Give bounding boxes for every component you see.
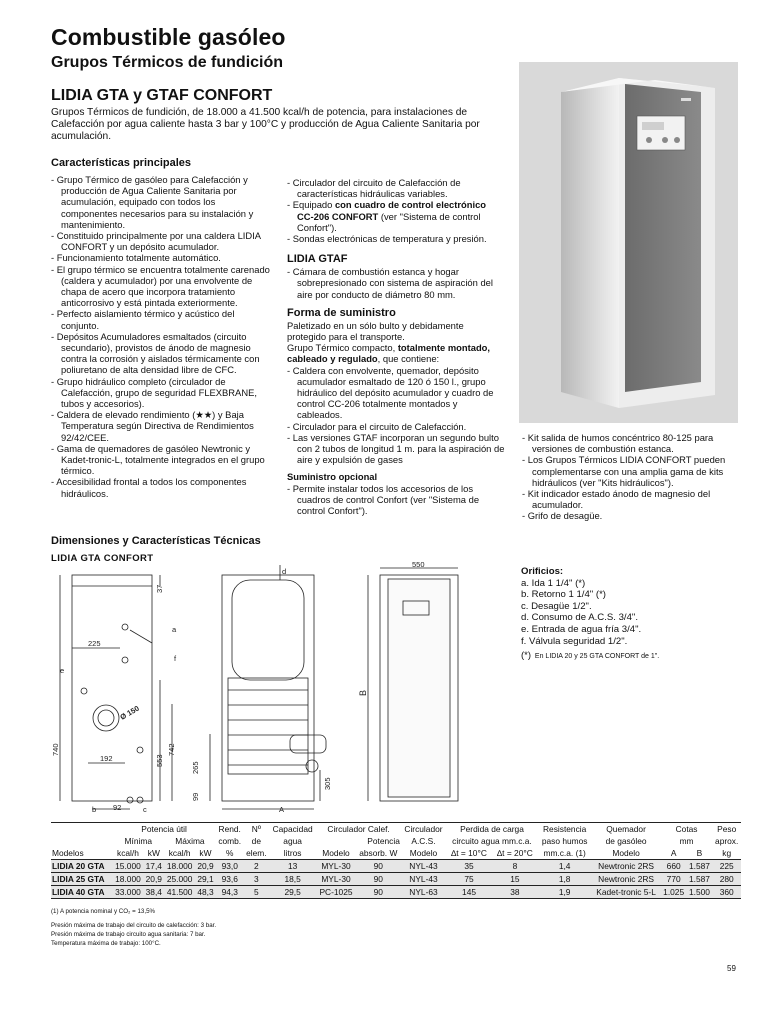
list-item: - Kit salida de humos concéntrico 80-125 para versiones de combustión estanca. [522, 432, 742, 454]
table-cell: 1,8 [558, 874, 571, 884]
page-number: 59 [727, 964, 736, 973]
table-header: kW [199, 848, 212, 858]
features-column-2 [287, 177, 505, 516]
table-cell: 93,6 [221, 874, 238, 884]
accessories-list [522, 432, 742, 522]
list-item: - El grupo térmico se encuentra totalmente carenado (caldera y acumulador) por una envolvente de chapa de acero que incorpora tratamiento anticorrosivo y está pintada exteriormente. [51, 264, 271, 309]
dim-label: 742 [167, 743, 176, 756]
dim-label: 265 [191, 761, 200, 774]
table-header: Capacidad [272, 824, 313, 834]
table-cell: 225 [719, 861, 734, 871]
features-heading: Características principales [51, 157, 192, 169]
table-row [51, 886, 741, 899]
table-cell: 38 [510, 887, 520, 897]
table-row [51, 873, 741, 886]
optional-heading: Suministro opcional [287, 471, 378, 483]
orificio-item: e. Entrada de agua fría 3/4". [521, 623, 642, 635]
list-item: - Kit indicador estado ánodo de magnesio del acumulador. [522, 488, 742, 510]
page-subtitle: Grupos Térmicos de fundición [51, 54, 284, 71]
table-cell: 2 [253, 861, 259, 871]
table-header: Perdida de carga [460, 824, 524, 834]
table-cell: 15.000 [115, 861, 141, 871]
para-text: , que contiene: [377, 353, 440, 365]
list-item: - Grupo hidráulico completo (circulador de Calefacción, grupo de seguridad FLEXBRANE, tubos y accesorios). [51, 376, 271, 410]
list-item: - Funcionamiento totalmente automático. [51, 252, 271, 263]
table-header: Modelo [322, 848, 350, 858]
table-header: Máxima [175, 836, 205, 846]
accessories-column [522, 432, 742, 522]
table-header: agua [283, 836, 302, 846]
orificios-note [521, 650, 741, 663]
table-cell: MYL-30 [321, 874, 351, 884]
gtaf-heading: LIDIA GTAF [287, 253, 348, 266]
table-header: Quemador [606, 824, 646, 834]
list-item: - Perfecto aislamiento térmico y acústico del conjunto. [51, 308, 271, 330]
note-mark: (*) [521, 650, 532, 662]
table-cell: LIDIA 20 GTA [52, 861, 105, 871]
table-header: kcal/h [117, 848, 139, 858]
table-cell: 17,4 [145, 861, 162, 871]
orificio-item: f. Válvula seguridad 1/2". [521, 635, 628, 647]
table-cell: 145 [462, 887, 477, 897]
table-header: mm.c.a. (1) [543, 848, 586, 858]
table-header-row [51, 835, 741, 847]
item-text-bold: con cuadro de control electrónico CC-206 CONFORT [297, 199, 487, 222]
table-cell: 38,4 [145, 887, 162, 897]
dim-label: B [358, 689, 368, 696]
table-header: aprox. [715, 836, 739, 846]
list-item: - Circulador del circuito de Calefacción de características hidráulicas variables. [287, 177, 505, 199]
footnote: (1) A potencia nominal y CO₂ = 13,5% [51, 908, 156, 915]
table-cell: 20,9 [145, 874, 162, 884]
table-cell: 25.000 [166, 874, 193, 884]
dim-label: f [174, 654, 177, 663]
table-header: mm [679, 836, 694, 846]
table-header: Peso [717, 824, 737, 834]
dim-label: 305 [323, 777, 332, 790]
dim-label: e [60, 666, 65, 675]
list-item: - Grupo Térmico de gasóleo para Calefacción y producción de Agua Caliente Sanitaria por acumulación, equipado con todos los componentes necesarios para su instalación y mantenimiento. [51, 174, 271, 230]
table-cell: Kadet-tronic 5-L [596, 887, 656, 897]
table-cell: 29,5 [284, 887, 301, 897]
table-header: paso humos [541, 836, 588, 846]
list-item: - Gama de quemadores de gasóleo Newtronic y Kadet-tronic-L, totalmente integrados en el grupo térmico. [51, 443, 271, 477]
table-cell: 8 [512, 861, 518, 871]
dim-label: 99 [191, 792, 200, 801]
table-cell: 90 [373, 887, 383, 897]
table-cell: 90 [373, 861, 383, 871]
list-item: - Depósitos Acumuladores esmaltados (circuito secundario), provistos de ánodo de magnesio contra la corrosión y aislados térmicamente con poliuretano de alta densidad libre de CFC. [51, 331, 271, 376]
supply-paragraph: Paletizado en un sólo bulto y debidamente protegido para el transporte. [287, 319, 464, 343]
table-cell: 35 [464, 861, 474, 871]
orificio-item: d. Consumo de A.C.S. 3/4". [521, 612, 638, 624]
page-title: Combustible gasóleo [51, 24, 286, 50]
dim-label: Ø 150 [118, 703, 141, 722]
table-cell: NYL-63 [409, 887, 438, 897]
table-cell: Newtronic 2RS [598, 874, 655, 884]
table-header: % [225, 848, 234, 858]
table-header: litros [283, 848, 302, 858]
table-header: Potencia [367, 836, 400, 846]
product-photo [519, 62, 738, 423]
table-cell: LIDIA 40 GTA [52, 887, 105, 897]
table-cell: 90 [373, 874, 383, 884]
table-header: Modelos [52, 848, 84, 858]
table-cell: Newtronic 2RS [598, 861, 655, 871]
table-header: ∆t = 10°C [451, 848, 487, 858]
footnote: Presión máxima de trabajo del circuito de calefacción: 3 bar. [51, 922, 217, 929]
orificio-item: b. Retorno 1 1/4" (*) [521, 589, 606, 601]
table-header: Modelo [612, 848, 640, 858]
para-text-bold: totalmente montado, cableado y regulado [287, 342, 491, 365]
boiler-image [519, 62, 738, 423]
dim-label: a [172, 625, 177, 634]
table-cell: 1.587 [688, 861, 710, 871]
table-cell: NYL-43 [409, 861, 438, 871]
table-header: kcal/h [168, 848, 191, 858]
table-header: Cotas [675, 824, 698, 834]
table-cell: 29,1 [197, 874, 214, 884]
table-cell: 13 [287, 861, 298, 871]
table-header: A [670, 848, 677, 858]
list-item: - Sondas electrónicas de temperatura y presión. [287, 233, 505, 244]
table-header: absorb. W [359, 848, 398, 858]
list-item: - Caldera con envolvente, quemador, depósito acumulador esmaltado de 120 ó 150 l., grupo hidráulico del depósito acumulador y cuadro de control CC-206 totalmente montados y cableados. [287, 365, 505, 421]
table-header: Rend. [218, 824, 241, 834]
table-cell: 360 [719, 887, 734, 897]
dimensions-heading: Dimensiones y Características Técnicas [51, 535, 261, 547]
section-view-outline [222, 575, 314, 801]
orificio-item: c. Desagüe 1/2". [521, 600, 592, 612]
list-item: - Cámara de combustión estanca y hogar sobrepresionado con sistema de aspiración del aire por conducto de diámetro 80 mm. [287, 266, 505, 300]
dim-label: 553 [155, 754, 164, 767]
list-item: - Accesibilidad frontal a todos los componentes hidráulicos. [51, 476, 271, 498]
product-title: LIDIA GTA y GTAF CONFORT [51, 87, 273, 104]
table-header: Mínima [124, 836, 152, 846]
dim-label: b [92, 805, 97, 814]
item-text: Equipado [292, 199, 335, 211]
table-header: Circulador Calef. [327, 824, 390, 834]
table-header: de [251, 836, 261, 846]
table-header: de gasóleo [605, 836, 647, 846]
dimensions-model-label: LIDIA GTA CONFORT [51, 553, 154, 564]
optional-list [287, 483, 505, 517]
table-cell: 1.500 [688, 887, 710, 897]
dim-label: d [282, 567, 287, 576]
list-item: - Caldera de elevado rendimiento (★★) y Baja Temperatura según Directiva de Rendimientos 92/42/CEE. [51, 409, 271, 443]
table-cell: 3 [253, 874, 259, 884]
gtaf-list [287, 266, 505, 300]
table-cell: 15 [510, 874, 520, 884]
orificios-heading: Orificios: [521, 566, 564, 577]
table-cell: PC-1025 [319, 887, 353, 897]
list-item [287, 199, 505, 233]
table-cell: 93,0 [221, 861, 238, 871]
table-cell: 18.000 [115, 874, 141, 884]
table-cell: 770 [666, 874, 681, 884]
table-row [51, 860, 741, 873]
table-cell: 94,3 [221, 887, 238, 897]
table-cell: 18,5 [284, 874, 301, 884]
table-header: elem. [246, 848, 267, 858]
dim-label: 550 [412, 560, 425, 569]
dim-label: 225 [88, 639, 101, 648]
dim-label: 740 [51, 743, 60, 756]
table-cell: 1,9 [558, 887, 571, 897]
list-item: - Los Grupos Térmicos LIDIA CONFORT pueden complementarse con una amplia gama de kits hidráulicos (ver "Kits hidráulicos"). [522, 454, 742, 488]
table-header: circuito agua mm.c.a. [452, 836, 532, 846]
table-cell: 5 [253, 887, 259, 897]
table-cell: 660 [666, 861, 681, 871]
table-header: Potencia útil [141, 824, 187, 834]
dim-label: c [143, 805, 147, 814]
dim-label: 92 [113, 803, 122, 812]
footnote: Temperatura máxima de trabajo: 100°C. [51, 940, 161, 947]
features-column-1 [51, 157, 271, 499]
table-header [51, 835, 112, 847]
features-list-2 [287, 177, 505, 244]
table-cell: 18.000 [166, 861, 193, 871]
table-cell: 33.000 [115, 887, 141, 897]
technical-drawing [50, 560, 520, 822]
specs-table [51, 822, 741, 899]
dim-label: A [279, 805, 285, 814]
table-header-row [51, 823, 741, 836]
table-cell: 75 [464, 874, 474, 884]
table-header [51, 823, 112, 836]
table-cell: 1,4 [558, 861, 571, 871]
supply-paragraph-2 [287, 342, 505, 364]
table-header: Circulador [404, 824, 443, 834]
footnote: Presión máxima de trabajo circuito agua sanitaria: 7 bar. [51, 931, 206, 938]
table-header: kg [722, 848, 732, 858]
table-cell: 1.587 [688, 874, 710, 884]
note-text: En LIDIA 20 y 25 GTA CONFORT de 1". [534, 653, 660, 661]
table-cell: NYL-43 [409, 874, 438, 884]
table-header-row [51, 847, 741, 860]
orificios-block [521, 566, 741, 663]
table-header: Nº [251, 824, 261, 834]
intro-text: Grupos Térmicos de fundición, de 18.000 a 41.500 kcal/h de potencia, para instalaciones de Calefacción por agua caliente hasta 3 bar y 100°C y producción de Agua Caliente Sanitaria por acumulación. [51, 107, 480, 142]
list-item: - Constituido principalmente por una caldera LIDIA CONFORT y un depósito acumulador. [51, 230, 271, 252]
list-item: - Grifo de desagüe. [522, 510, 742, 521]
table-cell: 280 [719, 874, 734, 884]
table-cell: 1.025 [663, 887, 685, 897]
table-cell: LIDIA 25 GTA [52, 874, 105, 884]
table-header: comb. [218, 836, 242, 846]
supply-list [287, 365, 505, 466]
table-header: B [696, 848, 703, 858]
list-item: - Las versiones GTAF incorporan un segundo bulto con 2 tubos de longitud 1 m. para la aspiración de aire y expulsión de gases [287, 432, 505, 466]
dim-label: 192 [100, 754, 113, 763]
dim-label: 37 [155, 584, 164, 593]
table-cell: 20,9 [197, 861, 214, 871]
table-cell: 48,3 [197, 887, 214, 897]
footnotes [51, 907, 216, 948]
list-item: - Permite instalar todos los accesorios de los cuadros de control Confort (ver "Sistema de control Confort"). [287, 483, 505, 517]
list-item: - Circulador para el circuito de Calefacción. [287, 421, 505, 432]
table-header: Resistencia [543, 824, 587, 834]
para-text: Grupo Térmico compacto, [287, 342, 398, 354]
table-header: A.C.S. [411, 836, 436, 846]
table-header: ∆t = 20°C [497, 848, 533, 858]
table-cell: 41.500 [166, 887, 193, 897]
supply-heading: Forma de suministro [287, 306, 396, 319]
orificio-item: a. Ida 1 1/4" (*) [521, 577, 586, 589]
features-list-1 [51, 174, 271, 499]
table-header: kW [147, 848, 160, 858]
table-cell: MYL-30 [321, 861, 351, 871]
item-text: (ver "Sistema de control Confort"). [297, 210, 481, 233]
table-header: Modelo [409, 848, 438, 858]
